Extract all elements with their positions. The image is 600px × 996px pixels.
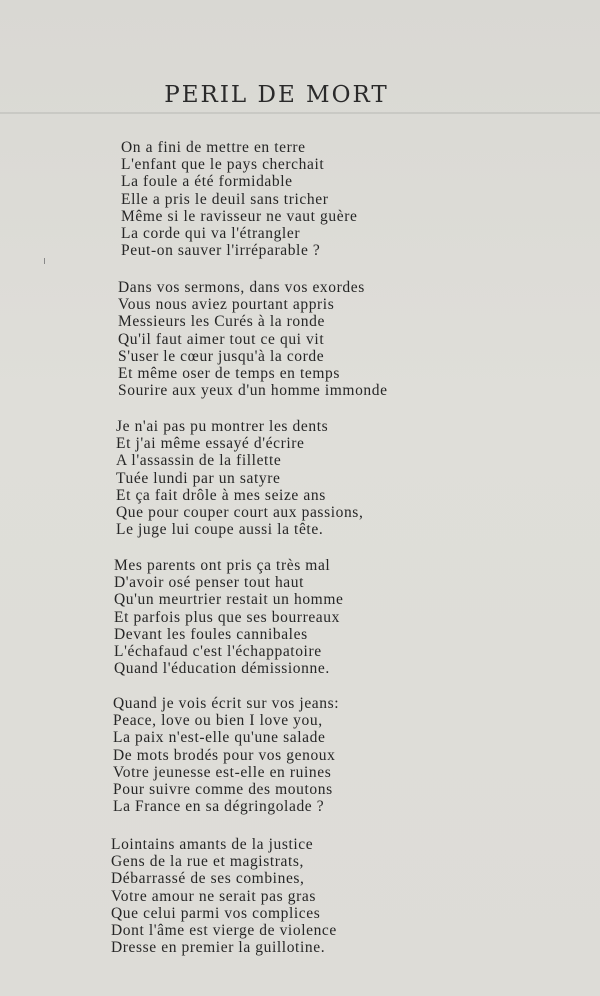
verse-line: Tuée lundi par un satyre xyxy=(116,469,281,487)
verse-line: A l'assassin de la fillette xyxy=(116,452,282,470)
verse-line: Sourire aux yeux d'un homme immonde xyxy=(118,382,388,400)
verse-line: Votre amour ne serait pas gras xyxy=(111,887,316,905)
stanza-6 xyxy=(111,836,337,956)
verse-line: L'enfant que le pays cherchait xyxy=(121,156,325,174)
verse-line: Lointains amants de la justice xyxy=(111,836,314,853)
verse-line: Quand l'éducation démissionne. xyxy=(114,660,330,678)
stanza-4 xyxy=(114,557,343,677)
stanza-5 xyxy=(113,695,339,815)
stanza-1 xyxy=(121,139,357,259)
verse-line: La foule a été formidable xyxy=(121,173,293,191)
verse-line: Qu'un meurtrier restait un homme xyxy=(114,591,344,609)
paper-fold xyxy=(0,112,600,114)
verse-line: Même si le ravisseur ne vaut guère xyxy=(121,207,358,225)
verse-line: Mes parents ont pris ça très mal xyxy=(114,557,331,574)
verse-line: Gens de la rue et magistrats, xyxy=(111,853,305,871)
verse-line: On a fini de mettre en terre xyxy=(121,139,306,156)
verse-line: Je n'ai pas pu montrer les dents xyxy=(116,418,329,435)
verse-line: Quand je vois écrit sur vos jeans: xyxy=(113,695,340,712)
verse-line: S'user le cœur jusqu'à la corde xyxy=(118,347,325,365)
verse-line: De mots brodés pour vos genoux xyxy=(113,746,336,764)
verse-line: L'échafaud c'est l'échappatoire xyxy=(114,643,322,661)
verse-line: Et même oser de temps en temps xyxy=(118,365,341,383)
stanza-2 xyxy=(118,279,388,399)
verse-line: Peace, love ou bien I love you, xyxy=(113,712,323,730)
verse-line: Le juge lui coupe aussi la tête. xyxy=(116,521,324,539)
verse-line: Dans vos sermons, dans vos exordes xyxy=(118,279,365,296)
poem-title: PERIL DE MORT xyxy=(164,82,389,108)
verse-line: Que pour couper court aux passions, xyxy=(116,504,364,522)
verse-line: La France en sa dégringolade ? xyxy=(113,798,325,816)
verse-line: Que celui parmi vos complices xyxy=(111,904,321,922)
verse-line: Peut-on sauver l'irréparable ? xyxy=(121,242,321,260)
verse-line: Pour suivre comme des moutons xyxy=(113,781,333,799)
verse-line: Dresse en premier la guillotine. xyxy=(111,939,326,957)
verse-line: Et j'ai même essayé d'écrire xyxy=(116,435,305,453)
margin-mark xyxy=(44,258,48,264)
stanza-3 xyxy=(116,418,363,538)
verse-line: La paix n'est-elle qu'une salade xyxy=(113,729,326,747)
verse-line: Débarrassé de ses combines, xyxy=(111,870,305,888)
verse-line: D'avoir osé penser tout haut xyxy=(114,574,305,592)
verse-line: Devant les foules cannibales xyxy=(114,625,308,643)
verse-line: Qu'il faut aimer tout ce qui vit xyxy=(118,330,325,348)
verse-line: La corde qui va l'étrangler xyxy=(121,225,301,243)
verse-line: Messieurs les Curés à la ronde xyxy=(118,313,325,331)
verse-line: Et parfois plus que ses bourreaux xyxy=(114,608,340,626)
verse-line: Et ça fait drôle à mes seize ans xyxy=(116,486,326,504)
verse-line: Dont l'âme est vierge de violence xyxy=(111,922,337,940)
verse-line: Votre jeunesse est-elle en ruines xyxy=(113,763,332,781)
verse-line: Vous nous aviez pourtant appris xyxy=(118,296,335,314)
verse-line: Elle a pris le deuil sans tricher xyxy=(121,190,329,208)
